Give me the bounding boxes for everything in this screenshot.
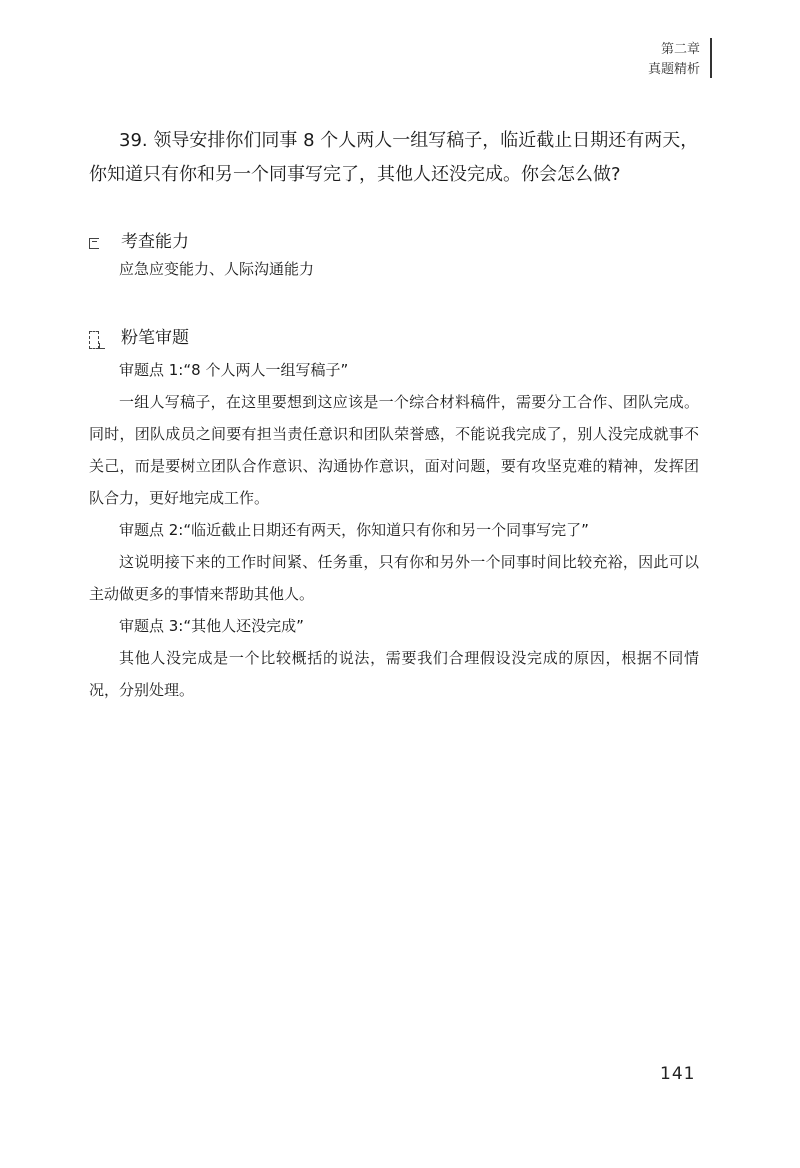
running-header — [648, 40, 700, 80]
ability-content: 应急应变能力、人际沟通能力 — [119, 260, 315, 278]
page-number: 141 — [660, 1064, 696, 1084]
analysis-paragraph: 其他人没完成是一个比较概括的说法，需要我们合理假设没完成的原因，根据不同情况，分别处理。 — [89, 649, 699, 699]
section-label: 真题精析 — [647, 62, 700, 77]
ability-heading — [89, 230, 189, 254]
analysis-paragraph: 审题点 2:“临近截止日期还有两天，你知道只有你和另一个同事写完了” — [119, 521, 589, 539]
analysis-paragraph: 审题点 3:“其他人还没完成” — [119, 617, 304, 635]
chapter-label: 第二章 — [660, 42, 700, 57]
header-divider — [710, 38, 712, 78]
analysis-body — [89, 354, 699, 706]
flag-icon — [89, 331, 101, 345]
analysis-heading-label: 粉笔审题 — [121, 328, 189, 348]
analysis-paragraph: 一组人写稿子，在这里要想到这应该是一个综合材料稿件，需要分工合作、团队完成。同时，团队成员之间要有担当责任意识和团队荣誉感，不能说我完成了，别人没完成就事不关己，而是要树立团队合作意识、沟通协作意识，面对问题，要有攻坚克难的精神，发挥团队合力，更好地完成工作。 — [89, 393, 699, 507]
analysis-paragraph: 这说明接下来的工作时间紧、任务重，只有你和另外一个同事时间比较充裕，因此可以主动做更多的事情来帮助其他人。 — [89, 553, 699, 603]
analysis-heading — [89, 326, 189, 350]
book-icon — [89, 235, 101, 249]
ability-heading-label: 考查能力 — [121, 232, 189, 252]
question-text: 39. 领导安排你们同事 8 个人两人一组写稿子，临近截止日期还有两天，你知道只有你和另一个同事写完了，其他人还没完成。你会怎么做? — [89, 130, 699, 185]
analysis-paragraph: 审题点 1:“8 个人两人一组写稿子” — [119, 361, 349, 379]
